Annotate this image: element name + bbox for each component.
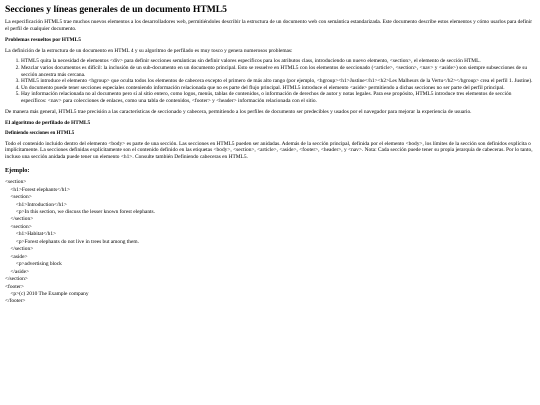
- example-heading: Ejemplo:: [5, 166, 30, 174]
- code-line: <p>In this section, we discuss the lesser known forest elephants.: [5, 209, 155, 215]
- list-item: 3. HTML5 introduce el elemento <hgroup> que oculta todos los elementos de cabecera excepto el primero de más alto rango (por ejemplo, <hgroup><h1>Justine</h1><h2>Les Malheurs de la Vertu</h2></hgroup> crea el perfil 1. Justine).: [21, 78, 536, 85]
- code-line: <h1>Habitat</h1>: [5, 231, 57, 238]
- sections-paragraph: Todo el contenido incluido dentro del elemento <body> es parte de una sección. Las secciones en HTML5 pueden ser anidadas. Además de la sección principal, definida por el elemento <body>, los límites de la sección son definidos explícita o implícitamente. La secciones definidas explícitamente son el contenido definido en las etiquetas <body>, <section>, <article>, <aside>, <footer>, <header>, y <nav>. Nota: Cada sección puede tener su propia jerarquía de cabeceras. Por lo tanto, incluso una sección anidada puede tener un elemento <h1>. Consulte también Definiendo cabeceras en HTML5.: [5, 140, 533, 161]
- list-item: 5. Hay información relacionada no al documento pero sí al sitio entero, como logos, menús, tablas de contenidos, o información de derechos de autor y notas legales. Para ese propósito, HTML5 introduce tres elementos de sección específicos: <nav> para colecciones de enlaces, como una tabla de contenidos, <footer> y <header> información relacionada con el sitio.: [21, 91, 536, 104]
- code-line: <p>advertising block: [5, 261, 62, 268]
- summary-paragraph: De manera más general, HTML5 trae precisión a las características de seccionado y cabecera, permitiendo a los perfiles de documento ser predecibles y usados por el navegador para mejorar la experiencia de usuario.: [5, 108, 472, 115]
- page-title: Secciones y líneas generales de un documento HTML5: [5, 4, 227, 15]
- sections-heading: Definiendo secciones en HTML5: [5, 130, 75, 136]
- list-item: 4. Un documento puede tener secciones especiales conteniendo información relacionada que no es parte del flujo principal. HTML5 introduce el elemento <aside> permitiendo a dichas secciones no ser parte del perfil principal.: [21, 85, 536, 92]
- list-item: 2. Mezclar varios documentos es difícil: la inclusión de un sub-documento en un documento principal. Esto se resuelve en HTML5 con los elementos de seccionado (<article>, <section>, <nav> y <aside>) son siempre subsecciones de su sección ancestra más cercana.: [21, 65, 536, 78]
- code-line: <h1>Introduction</h1>: [5, 201, 67, 208]
- problems-list: [5, 58, 536, 104]
- code-line: </section>: [5, 246, 34, 253]
- code-example: [5, 179, 536, 306]
- code-line: <p>Forest elephants do not live in trees but among them.: [5, 238, 139, 245]
- code-line: <footer>: [5, 283, 24, 290]
- code-line: </aside>: [5, 268, 30, 275]
- problems-heading: Problemas resueltos por HTML5: [5, 37, 81, 44]
- code-line: <section>: [5, 223, 32, 230]
- code-line: <h1>Forest elephants</h1>: [5, 186, 71, 193]
- code-line: <aside>: [5, 253, 28, 260]
- code-line: </section>: [5, 216, 34, 223]
- code-line: <p>(c) 2010 The Example company: [5, 290, 89, 297]
- problems-intro: La definición de la estructura de un documento en HTML 4 y su algoritmo de perfilado es muy tosco y genera numerosos problemas:: [5, 47, 293, 54]
- list-item: 1. HTML5 quita la necesidad de elementos <div> para definir secciones semánticas sin definir valores específicos para los atributos class, introduciendo un nuevo elemento, <section>, el elemento de sección HTML.: [21, 58, 536, 65]
- code-line: </section>: [5, 276, 28, 283]
- code-line: <section>: [5, 194, 32, 201]
- code-line: <section>: [5, 179, 27, 186]
- intro-paragraph: La especificación HTML5 trae muchos nuevos elementos a los desarrolladores web, permitiéndoles describir la estructura de un documento web con semántica estandarizada. Este documento describe estos elementos y cómo usarlos para definir el perfil de cualquier documento.: [5, 19, 533, 32]
- algorithm-heading: El algoritmo de perfilado de HTML5: [5, 120, 91, 127]
- code-line: </footer>: [5, 298, 26, 305]
